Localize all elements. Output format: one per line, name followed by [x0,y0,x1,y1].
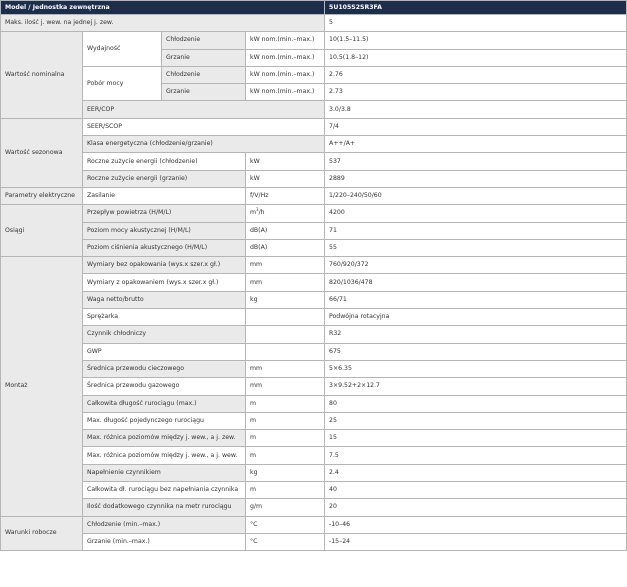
value-cell: 2.76 [325,66,627,83]
value-cell: 80 [325,395,627,412]
table-row [1,516,627,533]
row-label: GWP [83,343,246,360]
table-row [1,239,627,256]
row-label: Przepływ powietrza (H/M/L) [83,205,246,222]
row-label: Czynnik chłodniczy [83,326,246,343]
table-row [1,326,627,343]
row-label: Max. różnica poziomów między j. wew., a j. wew. [83,447,246,464]
row-label: Sprężarka [83,309,246,326]
subgroup-power: Pobór mocy [83,66,162,101]
value-cell: 66/71 [325,291,627,308]
row-label: Wymiary z opakowaniem (wys.x szer.x gł.) [83,274,246,291]
row-label: Średnica przewodu cieczowego [83,360,246,377]
unit-cell [246,343,325,360]
unit-tail: /h [258,209,265,217]
table-row [1,32,627,49]
value-cell: 5×6.35 [325,360,627,377]
row-label: Grzanie (min.–max.) [83,533,246,550]
mode-label: Chłodzenie [162,66,246,83]
table-row [1,482,627,499]
mode-label: Chłodzenie [162,32,246,49]
group-nominal: Wartość nominalna [1,32,83,118]
unit-cell: m [246,412,325,429]
unit-superscript: 3 [256,207,259,213]
mode-label: Grzanie [162,49,246,66]
unit-cell: mm [246,378,325,395]
value-cell: -10–46 [325,516,627,533]
row-label: Ilość dodatkowego czynnika na metr rurociągu [83,499,246,516]
unit-cell: f/V/Hz [246,187,325,204]
value-cell: 760/920/372 [325,257,627,274]
unit-cell: mm [246,257,325,274]
table-row [1,15,627,32]
table-row [1,343,627,360]
unit-cell: dB(A) [246,222,325,239]
unit-cell [246,326,325,343]
subgroup-capacity: Wydajność [83,32,162,67]
unit-cell: mm [246,360,325,377]
value-cell: 675 [325,343,627,360]
value-cell: 7.5 [325,447,627,464]
row-label: Średnica przewodu gazowego [83,378,246,395]
value-cell: 2889 [325,170,627,187]
row-label: Zasilanie [83,187,246,204]
table-row [1,464,627,481]
row-value: 5 [325,15,627,32]
table-row [1,101,627,118]
value-cell: R32 [325,326,627,343]
value-cell: 55 [325,239,627,256]
table-row [1,257,627,274]
table-row [1,447,627,464]
row-label: Poziom mocy akustycznej (H/M/L) [83,222,246,239]
table-row [1,309,627,326]
value-cell: 3.0/3.8 [325,101,627,118]
table-row [1,187,627,204]
table-row [1,136,627,153]
value-cell: A++/A+ [325,136,627,153]
unit-cell: kW nom.(min.–max.) [246,49,325,66]
row-label: Całkowita dł. rurociągu bez napełniania czynnika [83,482,246,499]
group-operating: Warunki robocze [1,516,83,551]
unit-cell: m [246,482,325,499]
unit-cell: kW nom.(min.–max.) [246,84,325,101]
value-cell: 10.5(1.8–12) [325,49,627,66]
row-label: EER/COP [83,101,325,118]
installation-group [1,257,627,516]
row-label: Klasa energetyczna (chłodzenie/grzanie) [83,136,325,153]
row-label: Roczne zużycie energii (chłodzenie) [83,153,246,170]
value-cell: 25 [325,412,627,429]
row-label: Roczne zużycie energii (grzanie) [83,170,246,187]
row-label: Waga netto/brutto [83,291,246,308]
mode-label: Grzanie [162,84,246,101]
value-cell: 71 [325,222,627,239]
row-label: Maks. ilość j. wew. na jednej j. zew. [1,15,325,32]
row-label: Max. różnica poziomów między j. wew., a j. zew. [83,430,246,447]
table-row [1,533,627,550]
row-label: Wymiary bez opakowania (wys.x szer.x gł.) [83,257,246,274]
table-row [1,118,627,135]
row-label: Napełnienie czynnikiem [83,464,246,481]
unit-cell: mm [246,274,325,291]
unit-cell: °C [246,516,325,533]
table-row [1,378,627,395]
table-row [1,499,627,516]
model-header-label: Model / Jednostka zewnętrzna [1,1,325,15]
row-label: Chłodzenie (min.–max.) [83,516,246,533]
unit-cell: kW nom.(min.–max.) [246,32,325,49]
row-label: Całkowita długość rurociągu (max.) [83,395,246,412]
group-seasonal: Wartość sezonowa [1,118,83,187]
value-cell: 2.4 [325,464,627,481]
unit-cell: kW [246,170,325,187]
table-row [1,222,627,239]
unit-cell: kg [246,291,325,308]
table-row [1,153,627,170]
unit-cell: g/m [246,499,325,516]
table-header-row [1,1,627,15]
value-cell: 3×9.52+2×12.7 [325,378,627,395]
unit-base: m [250,209,257,217]
unit-cell [246,205,325,222]
unit-cell: kg [246,464,325,481]
table-row [1,205,627,222]
value-cell: 20 [325,499,627,516]
table-row [1,360,627,377]
value-cell: 820/1036/478 [325,274,627,291]
unit-cell: °C [246,533,325,550]
value-cell: 2.73 [325,84,627,101]
table-row [1,412,627,429]
table-row [1,430,627,447]
unit-cell [246,309,325,326]
value-cell: 15 [325,430,627,447]
group-installation: Montaż [1,257,83,516]
unit-cell: m [246,447,325,464]
table-row [1,395,627,412]
table-row [1,170,627,187]
value-cell: 40 [325,482,627,499]
group-electrical: Parametry elektryczne [1,187,83,204]
value-cell: 537 [325,153,627,170]
unit-cell: kW nom.(min.–max.) [246,66,325,83]
unit-cell: m [246,430,325,447]
unit-cell: dB(A) [246,239,325,256]
table-row [1,66,627,83]
group-performance: Osiągi [1,205,83,257]
value-cell: 4200 [325,205,627,222]
unit-cell: kW [246,153,325,170]
value-cell: 1/220–240/50/60 [325,187,627,204]
value-cell: 10(1.5–11.5) [325,32,627,49]
unit-cell: m [246,395,325,412]
row-label: SEER/SCOP [83,118,325,135]
value-cell: Podwójna rotacyjna [325,309,627,326]
table-row [1,291,627,308]
row-label: Max. długość pojedynczego rurociągu [83,412,246,429]
value-cell: 7/4 [325,118,627,135]
row-label: Poziom ciśnienia akustycznego (H/M/L) [83,239,246,256]
model-header-value: 5U105S2SR3FA [325,1,627,15]
value-cell: -15–24 [325,533,627,550]
table-row [1,274,627,291]
